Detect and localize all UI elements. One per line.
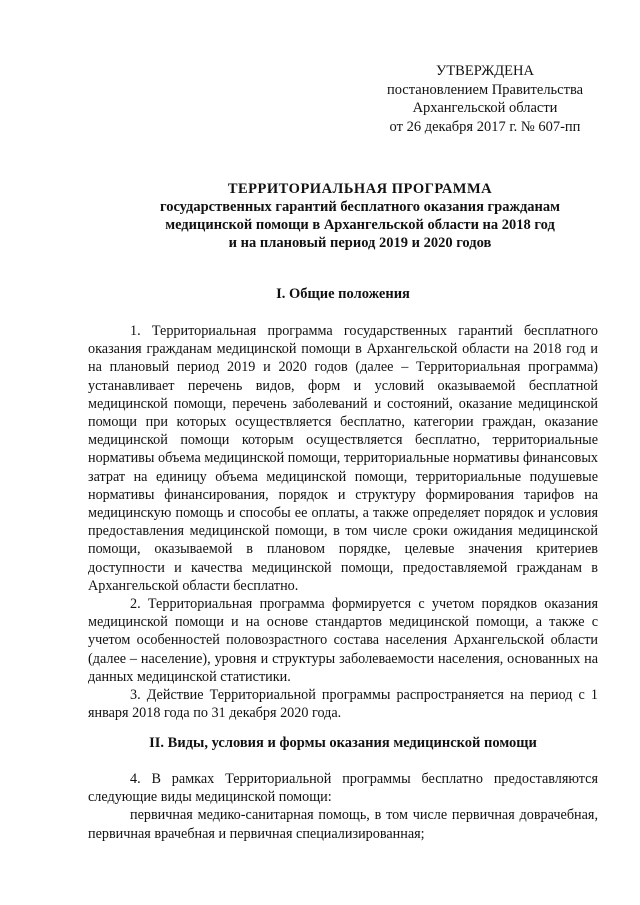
approval-line-approved: УТВЕРЖДЕНА [436,63,534,79]
approval-line-region: Архангельской области [412,100,558,116]
approval-line-date: от 26 декабря 2017 г. № 607-пп [389,118,581,135]
approval-stamp [370,62,600,136]
document-title [120,180,600,252]
paragraph: 2. Территориальная программа формируется с учетом порядков оказания медицинской помощи и на основе стандартов медицинской помощи, а также с учетом особенностей половозрастного состава населения Архангельской области (далее – население), уровня и структуры заболеваемости населения, основанных на данных медицинской статистики. [88,596,598,685]
section-2-heading: II. Виды, условия и формы оказания медицинской помощи [149,735,537,751]
section-1-heading: I. Общие положения [276,286,410,302]
paragraph: 1. Территориальная программа государственных гарантий бесплатного оказания гражданам медицинской помощи в Архангельской области на 2018 год и на плановый период 2019 и 2020 годов (далее – Территориальная программа) устанавливает перечень видов, форм и условий оказываемой бесплатной медицинской помощи, перечень заболеваний и состояний, оказание медицинской помощи при которых осуществляется бесплатно, категории граждан, оказание медицинской помощи которым осуществляется бесплатно, территориальные нормативы объема медицинской помощи, территориальные нормативы финансовых затрат на единицу объема медицинской помощи, территориальные подушевые нормативы финансирования, порядок и структуру формирования тарифов на медицинскую помощь и способы ее оплаты, а также определяет порядок и условия предоставления медицинской помощи, в том числе сроки ожидания медицинской помощи, оказываемой в плановом порядке, целевые значения критериев доступности и качества медицинской помощи, предоставляемой гражданам в Архангельской области бесплатно. [88,323,598,594]
section-2-body [88,770,598,843]
title-line-4: и на плановый период 2019 и 2020 годов [228,235,492,251]
paragraph: первичная медико-санитарная помощь, в том числе первичная доврачебная, первичная врачебная и первичная специализированная; [88,807,598,842]
paragraph: 4. В рамках Территориальной программы бесплатно предоставляются следующие виды медицинской помощи: [88,771,598,806]
approval-line-issuer: постановлением Правительства [386,81,584,98]
paragraph: 3. Действие Территориальной программы распространяется на период с 1 января 2018 года по 31 декабря 2020 года. [88,687,598,722]
title-line-3: медицинской помощи в Архангельской области на 2018 год [165,217,555,233]
title-line-2: государственных гарантий бесплатного оказания гражданам [159,199,561,215]
section-1-body [88,322,598,722]
title-line-1: ТЕРРИТОРИАЛЬНАЯ ПРОГРАММА [227,181,493,197]
